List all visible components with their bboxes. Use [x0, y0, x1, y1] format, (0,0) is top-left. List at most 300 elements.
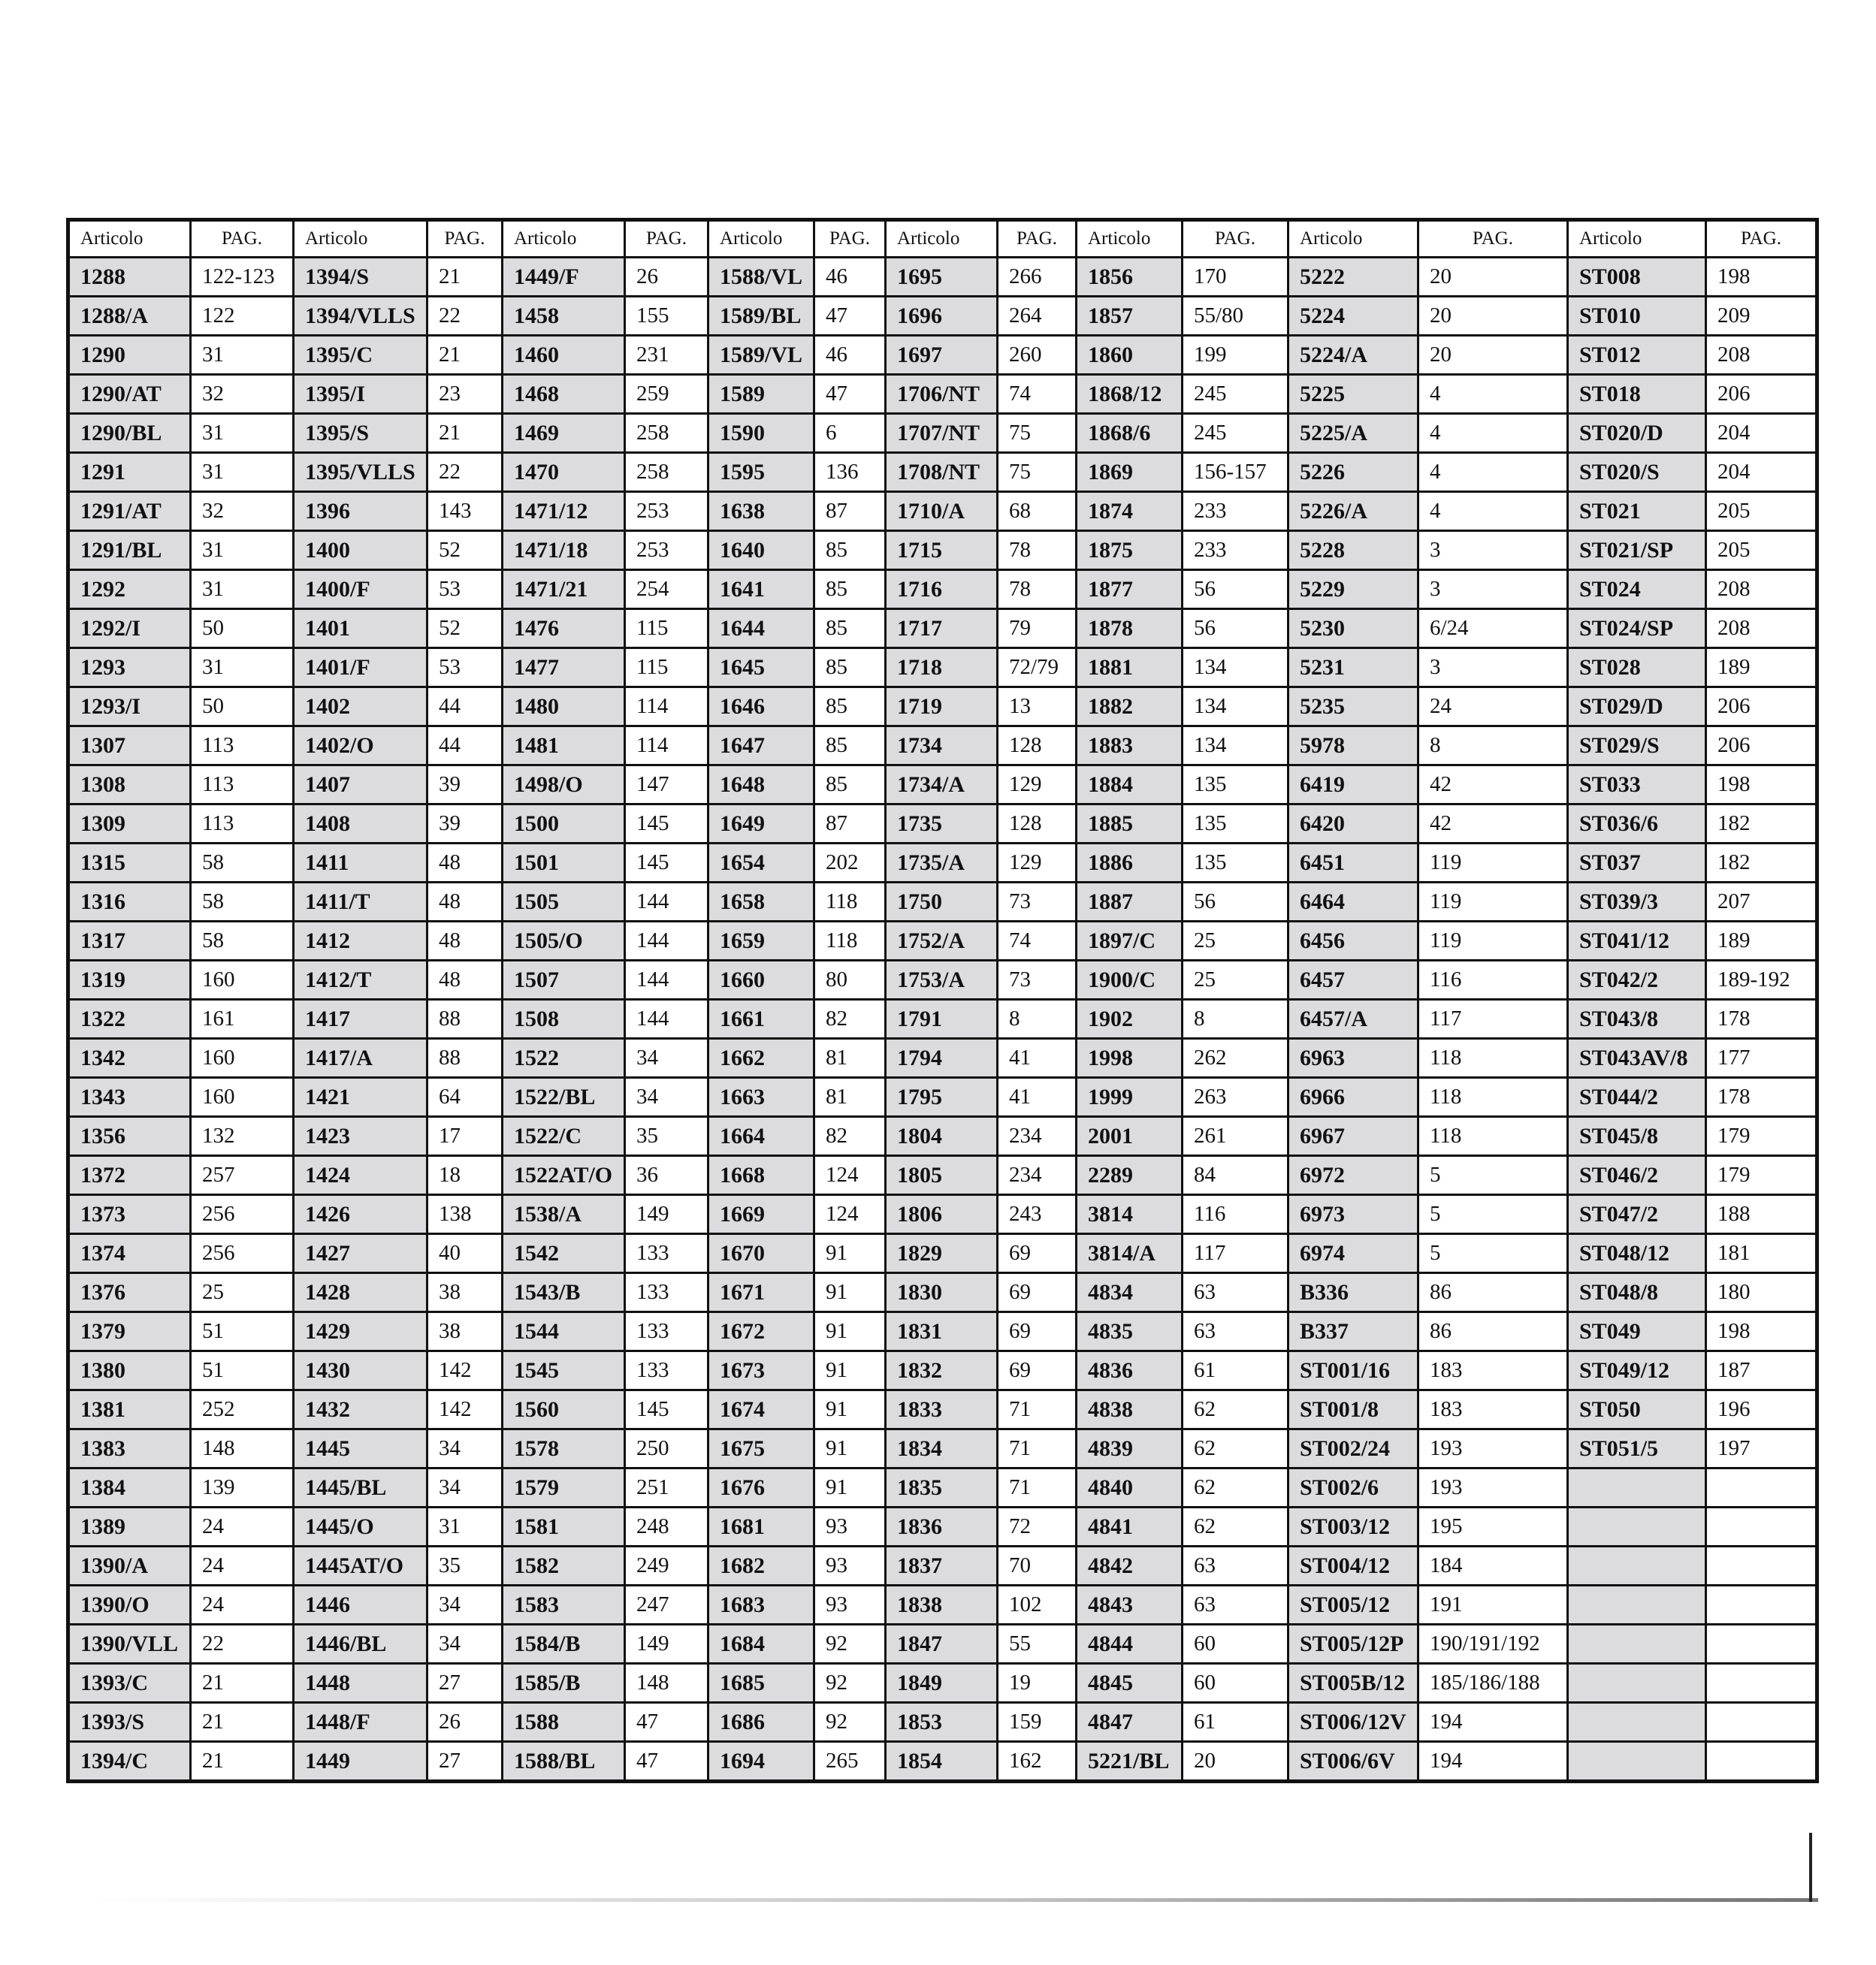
article-code-cell: 4841 — [1077, 1508, 1183, 1547]
article-code-cell: 1673 — [708, 1351, 814, 1390]
page-number-cell: 56 — [1183, 570, 1288, 609]
page-number-cell: 233 — [1183, 531, 1288, 570]
page-number-cell — [1706, 1547, 1817, 1586]
page-number-cell: 21 — [427, 258, 503, 297]
article-code-cell: 1395/C — [294, 336, 427, 375]
article-code-cell: 1582 — [503, 1547, 625, 1586]
article-code-cell: 1471/12 — [503, 492, 625, 531]
page-number-cell: 187 — [1706, 1351, 1817, 1390]
page-number-cell: 58 — [191, 844, 294, 883]
page-number-cell: 179 — [1706, 1117, 1817, 1156]
page-number-cell: 179 — [1706, 1156, 1817, 1195]
article-code-cell: 4845 — [1077, 1664, 1183, 1703]
article-code-cell: 1900/C — [1077, 961, 1183, 1000]
header-pag: PAG. — [625, 220, 708, 258]
page-number-cell: 91 — [814, 1351, 886, 1390]
article-code-cell: 1835 — [886, 1468, 998, 1508]
page-number-cell: 60 — [1183, 1664, 1288, 1703]
page-number-cell: 134 — [1183, 648, 1288, 687]
table-row — [68, 726, 1817, 765]
article-code-cell: 1660 — [708, 961, 814, 1000]
article-code-cell: 1674 — [708, 1390, 814, 1429]
header-row — [68, 220, 1817, 258]
header-pag: PAG. — [1183, 220, 1288, 258]
page-number-cell: 5 — [1418, 1195, 1568, 1234]
article-code-cell: 1588/BL — [503, 1742, 625, 1782]
page-number-cell: 69 — [998, 1273, 1077, 1312]
article-code-cell: 1317 — [68, 922, 191, 961]
article-code-cell: 1830 — [886, 1273, 998, 1312]
page-number-cell: 79 — [998, 609, 1077, 648]
article-code-cell: 5226 — [1288, 453, 1418, 492]
page-number-cell: 13 — [998, 687, 1077, 726]
article-code-cell: 2289 — [1077, 1156, 1183, 1195]
page-number-cell: 18 — [427, 1156, 503, 1195]
article-code-cell: 1649 — [708, 804, 814, 844]
page-number-cell: 23 — [427, 375, 503, 414]
page-number-cell: 129 — [998, 844, 1077, 883]
page-number-cell: 259 — [625, 375, 708, 414]
page-number-cell: 25 — [191, 1273, 294, 1312]
page-number-cell: 63 — [1183, 1312, 1288, 1351]
article-code-cell: 3814 — [1077, 1195, 1183, 1234]
article-code-cell: 1315 — [68, 844, 191, 883]
page-number-cell: 204 — [1706, 414, 1817, 453]
article-code-cell: 1376 — [68, 1273, 191, 1312]
page-number-cell: 161 — [191, 1000, 294, 1039]
article-code-cell: 1372 — [68, 1156, 191, 1195]
article-code-cell: 1589/VL — [708, 336, 814, 375]
page-number-cell: 20 — [1418, 297, 1568, 336]
page-number-cell: 25 — [1183, 961, 1288, 1000]
article-code-cell: 1670 — [708, 1234, 814, 1273]
table-row — [68, 804, 1817, 844]
article-code-cell: ST028 — [1568, 648, 1706, 687]
header-pag: PAG. — [814, 220, 886, 258]
page-number-cell: 42 — [1418, 804, 1568, 844]
header-pag: PAG. — [998, 220, 1077, 258]
page-number-cell: 182 — [1706, 844, 1817, 883]
page-number-cell: 205 — [1706, 531, 1817, 570]
page-number-cell: 248 — [625, 1508, 708, 1547]
article-code-cell: 1589 — [708, 375, 814, 414]
article-code-cell — [1568, 1468, 1706, 1508]
header-articolo: Articolo — [68, 220, 191, 258]
page-number-cell: 93 — [814, 1586, 886, 1625]
article-code-cell: 1445 — [294, 1429, 427, 1468]
page-number-cell: 258 — [625, 414, 708, 453]
article-code-cell: ST049 — [1568, 1312, 1706, 1351]
article-code-cell: ST036/6 — [1568, 804, 1706, 844]
article-code-cell: 1707/NT — [886, 414, 998, 453]
page-number-cell: 19 — [998, 1664, 1077, 1703]
article-code-cell: 1542 — [503, 1234, 625, 1273]
article-code-cell: 5225 — [1288, 375, 1418, 414]
table-body — [68, 258, 1817, 1782]
page-number-cell: 3 — [1418, 531, 1568, 570]
page-number-cell: 194 — [1418, 1703, 1568, 1742]
article-code-cell: 1654 — [708, 844, 814, 883]
page-number-cell: 138 — [427, 1195, 503, 1234]
page-number-cell: 4 — [1418, 414, 1568, 453]
article-code-cell: ST042/2 — [1568, 961, 1706, 1000]
page-number-cell: 75 — [998, 453, 1077, 492]
article-code-cell: 1374 — [68, 1234, 191, 1273]
article-code-cell: 5224/A — [1288, 336, 1418, 375]
table-row — [68, 1078, 1817, 1117]
page-number-cell: 50 — [191, 609, 294, 648]
page-number-cell: 44 — [427, 726, 503, 765]
page-number-cell: 160 — [191, 1039, 294, 1078]
article-code-cell: 1309 — [68, 804, 191, 844]
page-number-cell: 261 — [1183, 1117, 1288, 1156]
article-code-cell: 1522/C — [503, 1117, 625, 1156]
article-code-cell: 1393/C — [68, 1664, 191, 1703]
page-number-cell: 263 — [1183, 1078, 1288, 1117]
header-pag: PAG. — [1418, 220, 1568, 258]
article-code-cell: 1645 — [708, 648, 814, 687]
article-code-cell: 1735 — [886, 804, 998, 844]
article-code-cell: ST043AV/8 — [1568, 1039, 1706, 1078]
page-number-cell: 48 — [427, 844, 503, 883]
page-number-cell: 88 — [427, 1039, 503, 1078]
article-code-cell: 1860 — [1077, 336, 1183, 375]
article-code-cell: 1998 — [1077, 1039, 1183, 1078]
page-number-cell: 128 — [998, 804, 1077, 844]
table-row — [68, 1586, 1817, 1625]
page-number-cell: 3 — [1418, 648, 1568, 687]
page-number-cell: 133 — [625, 1312, 708, 1351]
page-number-cell: 208 — [1706, 570, 1817, 609]
article-code-cell: 1288/A — [68, 297, 191, 336]
page-number-cell: 80 — [814, 961, 886, 1000]
article-code-cell: 1671 — [708, 1273, 814, 1312]
page-number-cell: 243 — [998, 1195, 1077, 1234]
table-row — [68, 1547, 1817, 1586]
page-number-cell: 91 — [814, 1234, 886, 1273]
article-code-cell: 1470 — [503, 453, 625, 492]
table-row — [68, 297, 1817, 336]
article-code-cell: 1424 — [294, 1156, 427, 1195]
page-number-cell: 20 — [1418, 336, 1568, 375]
article-code-cell: ST044/2 — [1568, 1078, 1706, 1117]
article-code-cell: 4838 — [1077, 1390, 1183, 1429]
page-number-cell: 198 — [1706, 765, 1817, 804]
page-number-cell: 114 — [625, 726, 708, 765]
page-number-cell: 184 — [1418, 1547, 1568, 1586]
table-row — [68, 1351, 1817, 1390]
article-code-cell: 1417 — [294, 1000, 427, 1039]
page-number-cell: 85 — [814, 765, 886, 804]
article-code-cell: 1290/BL — [68, 414, 191, 453]
page-number-cell: 118 — [1418, 1117, 1568, 1156]
page-number-cell: 82 — [814, 1117, 886, 1156]
article-code-cell: 1343 — [68, 1078, 191, 1117]
page-number-cell: 22 — [427, 453, 503, 492]
article-code-cell: 1869 — [1077, 453, 1183, 492]
page-number-cell: 148 — [625, 1664, 708, 1703]
page-number-cell: 62 — [1183, 1468, 1288, 1508]
page-number-cell: 208 — [1706, 609, 1817, 648]
article-code-cell: 1578 — [503, 1429, 625, 1468]
article-code-cell: 5221/BL — [1077, 1742, 1183, 1782]
page-number-cell: 63 — [1183, 1273, 1288, 1312]
page-number-cell — [1706, 1468, 1817, 1508]
article-code-cell — [1568, 1547, 1706, 1586]
article-code-cell: 1307 — [68, 726, 191, 765]
table-row — [68, 336, 1817, 375]
page-number-cell: 62 — [1183, 1390, 1288, 1429]
article-code-cell: 1719 — [886, 687, 998, 726]
article-code-cell: 1658 — [708, 883, 814, 922]
article-code-cell: 1683 — [708, 1586, 814, 1625]
page-number-cell: 5 — [1418, 1234, 1568, 1273]
article-code-cell: ST049/12 — [1568, 1351, 1706, 1390]
article-code-cell: ST012 — [1568, 336, 1706, 375]
article-code-cell: 1885 — [1077, 804, 1183, 844]
page-number-cell: 202 — [814, 844, 886, 883]
article-code-cell: 4835 — [1077, 1312, 1183, 1351]
page-number-cell: 81 — [814, 1078, 886, 1117]
page-number-cell: 119 — [1418, 922, 1568, 961]
article-code-cell: 6967 — [1288, 1117, 1418, 1156]
article-code-cell — [1568, 1508, 1706, 1547]
article-code-cell: 1805 — [886, 1156, 998, 1195]
article-code-cell: 6420 — [1288, 804, 1418, 844]
page-number-cell: 177 — [1706, 1039, 1817, 1078]
page-number-cell: 258 — [625, 453, 708, 492]
page-number-cell: 206 — [1706, 726, 1817, 765]
article-code-cell: 1543/B — [503, 1273, 625, 1312]
page-number-cell: 38 — [427, 1273, 503, 1312]
article-code-cell: ST037 — [1568, 844, 1706, 883]
page-number-cell: 155 — [625, 297, 708, 336]
article-code-cell: 1857 — [1077, 297, 1183, 336]
page-number-cell: 4 — [1418, 375, 1568, 414]
page-number-cell: 116 — [1418, 961, 1568, 1000]
article-code-cell: 1468 — [503, 375, 625, 414]
article-code-cell: 1886 — [1077, 844, 1183, 883]
article-code-cell: 1735/A — [886, 844, 998, 883]
article-code-cell: 1829 — [886, 1234, 998, 1273]
article-code-cell: ST002/24 — [1288, 1429, 1418, 1468]
page-number-cell: 253 — [625, 492, 708, 531]
table-row — [68, 1273, 1817, 1312]
page-number-cell: 145 — [625, 1390, 708, 1429]
article-code-cell: 1421 — [294, 1078, 427, 1117]
page-number-cell: 36 — [625, 1156, 708, 1195]
article-code-cell: ST006/12V — [1288, 1703, 1418, 1742]
page-number-cell: 63 — [1183, 1547, 1288, 1586]
page-number-cell: 84 — [1183, 1156, 1288, 1195]
article-code-cell: 1411/T — [294, 883, 427, 922]
page-number-cell: 102 — [998, 1586, 1077, 1625]
article-code-cell: 1734 — [886, 726, 998, 765]
article-code-cell: 1646 — [708, 687, 814, 726]
article-code-cell: 1471/18 — [503, 531, 625, 570]
article-code-cell: ST043/8 — [1568, 1000, 1706, 1039]
article-code-cell: 1501 — [503, 844, 625, 883]
page-number-cell: 86 — [1418, 1273, 1568, 1312]
page-number-cell: 34 — [427, 1429, 503, 1468]
article-code-cell: 4834 — [1077, 1273, 1183, 1312]
article-page-index-table — [66, 218, 1819, 1783]
page-number-cell: 50 — [191, 687, 294, 726]
article-code-cell: 1290 — [68, 336, 191, 375]
article-code-cell: 1395/VLLS — [294, 453, 427, 492]
page-number-cell: 190/191/192 — [1418, 1625, 1568, 1664]
page-number-cell: 117 — [1418, 1000, 1568, 1039]
page-number-cell: 253 — [625, 531, 708, 570]
article-code-cell: 1401/F — [294, 648, 427, 687]
page-number-cell: 70 — [998, 1547, 1077, 1586]
article-code-cell: 1412/T — [294, 961, 427, 1000]
page-number-cell: 53 — [427, 648, 503, 687]
article-code-cell: 1417/A — [294, 1039, 427, 1078]
article-code-cell: 1458 — [503, 297, 625, 336]
article-code-cell: 4840 — [1077, 1468, 1183, 1508]
article-code-cell: 1583 — [503, 1586, 625, 1625]
page-number-cell: 46 — [814, 336, 886, 375]
page-number-cell: 58 — [191, 922, 294, 961]
page-number-cell: 8 — [998, 1000, 1077, 1039]
page-number-cell: 34 — [625, 1039, 708, 1078]
article-code-cell: 1868/6 — [1077, 414, 1183, 453]
table-row — [68, 961, 1817, 1000]
article-code-cell: 1847 — [886, 1625, 998, 1664]
page-number-cell: 209 — [1706, 297, 1817, 336]
article-code-cell: 6456 — [1288, 922, 1418, 961]
article-code-cell: ST024 — [1568, 570, 1706, 609]
article-code-cell: 1661 — [708, 1000, 814, 1039]
table-row — [68, 414, 1817, 453]
article-code-cell: 1373 — [68, 1195, 191, 1234]
table-row — [68, 1468, 1817, 1508]
page-number-cell: 245 — [1183, 375, 1288, 414]
article-code-cell: 1881 — [1077, 648, 1183, 687]
article-code-cell: 4839 — [1077, 1429, 1183, 1468]
article-code-cell: 1753/A — [886, 961, 998, 1000]
article-code-cell: 5230 — [1288, 609, 1418, 648]
page-number-cell: 208 — [1706, 336, 1817, 375]
article-code-cell: 1710/A — [886, 492, 998, 531]
article-code-cell: 1663 — [708, 1078, 814, 1117]
article-code-cell: 1887 — [1077, 883, 1183, 922]
article-code-cell: 4844 — [1077, 1625, 1183, 1664]
table-row — [68, 1508, 1817, 1547]
page-number-cell: 38 — [427, 1312, 503, 1351]
article-code-cell: 1682 — [708, 1547, 814, 1586]
article-code-cell: 1390/A — [68, 1547, 191, 1586]
page-number-cell: 25 — [1183, 922, 1288, 961]
page-number-cell: 129 — [998, 765, 1077, 804]
page-number-cell — [1706, 1664, 1817, 1703]
page-number-cell: 207 — [1706, 883, 1817, 922]
page-number-cell: 265 — [814, 1742, 886, 1782]
article-code-cell: 1522AT/O — [503, 1156, 625, 1195]
page-number-cell: 119 — [1418, 844, 1568, 883]
page-number-cell: 256 — [191, 1234, 294, 1273]
page-number-cell: 143 — [427, 492, 503, 531]
page-number-cell: 92 — [814, 1703, 886, 1742]
page-number-cell: 85 — [814, 609, 886, 648]
page-number-cell: 34 — [427, 1625, 503, 1664]
page-number-cell: 132 — [191, 1117, 294, 1156]
article-code-cell: 1868/12 — [1077, 375, 1183, 414]
page-number-cell: 147 — [625, 765, 708, 804]
page-number-cell: 189 — [1706, 648, 1817, 687]
article-code-cell: 1750 — [886, 883, 998, 922]
page-number-cell: 58 — [191, 883, 294, 922]
page-number-cell: 115 — [625, 648, 708, 687]
page-number-cell: 48 — [427, 922, 503, 961]
page-number-cell: 72 — [998, 1508, 1077, 1547]
article-code-cell: 1874 — [1077, 492, 1183, 531]
table-row — [68, 570, 1817, 609]
page-number-cell: 133 — [625, 1351, 708, 1390]
page-number-cell: 51 — [191, 1312, 294, 1351]
article-code-cell: 5978 — [1288, 726, 1418, 765]
page-number-cell: 85 — [814, 531, 886, 570]
article-code-cell: 1481 — [503, 726, 625, 765]
article-code-cell: 6457/A — [1288, 1000, 1418, 1039]
article-code-cell: 1449/F — [503, 258, 625, 297]
article-code-cell: 1426 — [294, 1195, 427, 1234]
page-number-cell: 135 — [1183, 765, 1288, 804]
article-code-cell: 1290/AT — [68, 375, 191, 414]
table-row — [68, 609, 1817, 648]
page-number-cell: 73 — [998, 961, 1077, 1000]
page-number-cell: 260 — [998, 336, 1077, 375]
page-number-cell: 47 — [625, 1742, 708, 1782]
article-code-cell — [1568, 1742, 1706, 1782]
article-code-cell: 6963 — [1288, 1039, 1418, 1078]
page-number-cell: 178 — [1706, 1078, 1817, 1117]
page-number-cell: 145 — [625, 844, 708, 883]
article-code-cell: 1856 — [1077, 258, 1183, 297]
table-row — [68, 883, 1817, 922]
page-number-cell: 257 — [191, 1156, 294, 1195]
article-code-cell: ST048/8 — [1568, 1273, 1706, 1312]
article-code-cell: ST046/2 — [1568, 1156, 1706, 1195]
article-code-cell: 1395/S — [294, 414, 427, 453]
article-code-cell: 1411 — [294, 844, 427, 883]
table-row — [68, 1625, 1817, 1664]
article-code-cell: ST045/8 — [1568, 1117, 1706, 1156]
article-code-cell: 1878 — [1077, 609, 1183, 648]
page-number-cell: 189 — [1706, 922, 1817, 961]
article-code-cell: 1664 — [708, 1117, 814, 1156]
page-number-cell: 69 — [998, 1312, 1077, 1351]
page-number-cell: 81 — [814, 1039, 886, 1078]
page-number-cell: 117 — [1183, 1234, 1288, 1273]
article-code-cell: 1412 — [294, 922, 427, 961]
page-number-cell: 118 — [1418, 1078, 1568, 1117]
article-code-cell: ST020/D — [1568, 414, 1706, 453]
article-code-cell: 1538/A — [503, 1195, 625, 1234]
header-articolo: Articolo — [708, 220, 814, 258]
article-code-cell: 1394/S — [294, 258, 427, 297]
page-number-cell: 35 — [625, 1117, 708, 1156]
page-number-cell: 31 — [191, 414, 294, 453]
article-code-cell: 1794 — [886, 1039, 998, 1078]
table-row — [68, 1664, 1817, 1703]
article-code-cell: 1676 — [708, 1468, 814, 1508]
article-code-cell: 5231 — [1288, 648, 1418, 687]
article-code-cell: ST050 — [1568, 1390, 1706, 1429]
table-row — [68, 1312, 1817, 1351]
article-code-cell: 1508 — [503, 1000, 625, 1039]
